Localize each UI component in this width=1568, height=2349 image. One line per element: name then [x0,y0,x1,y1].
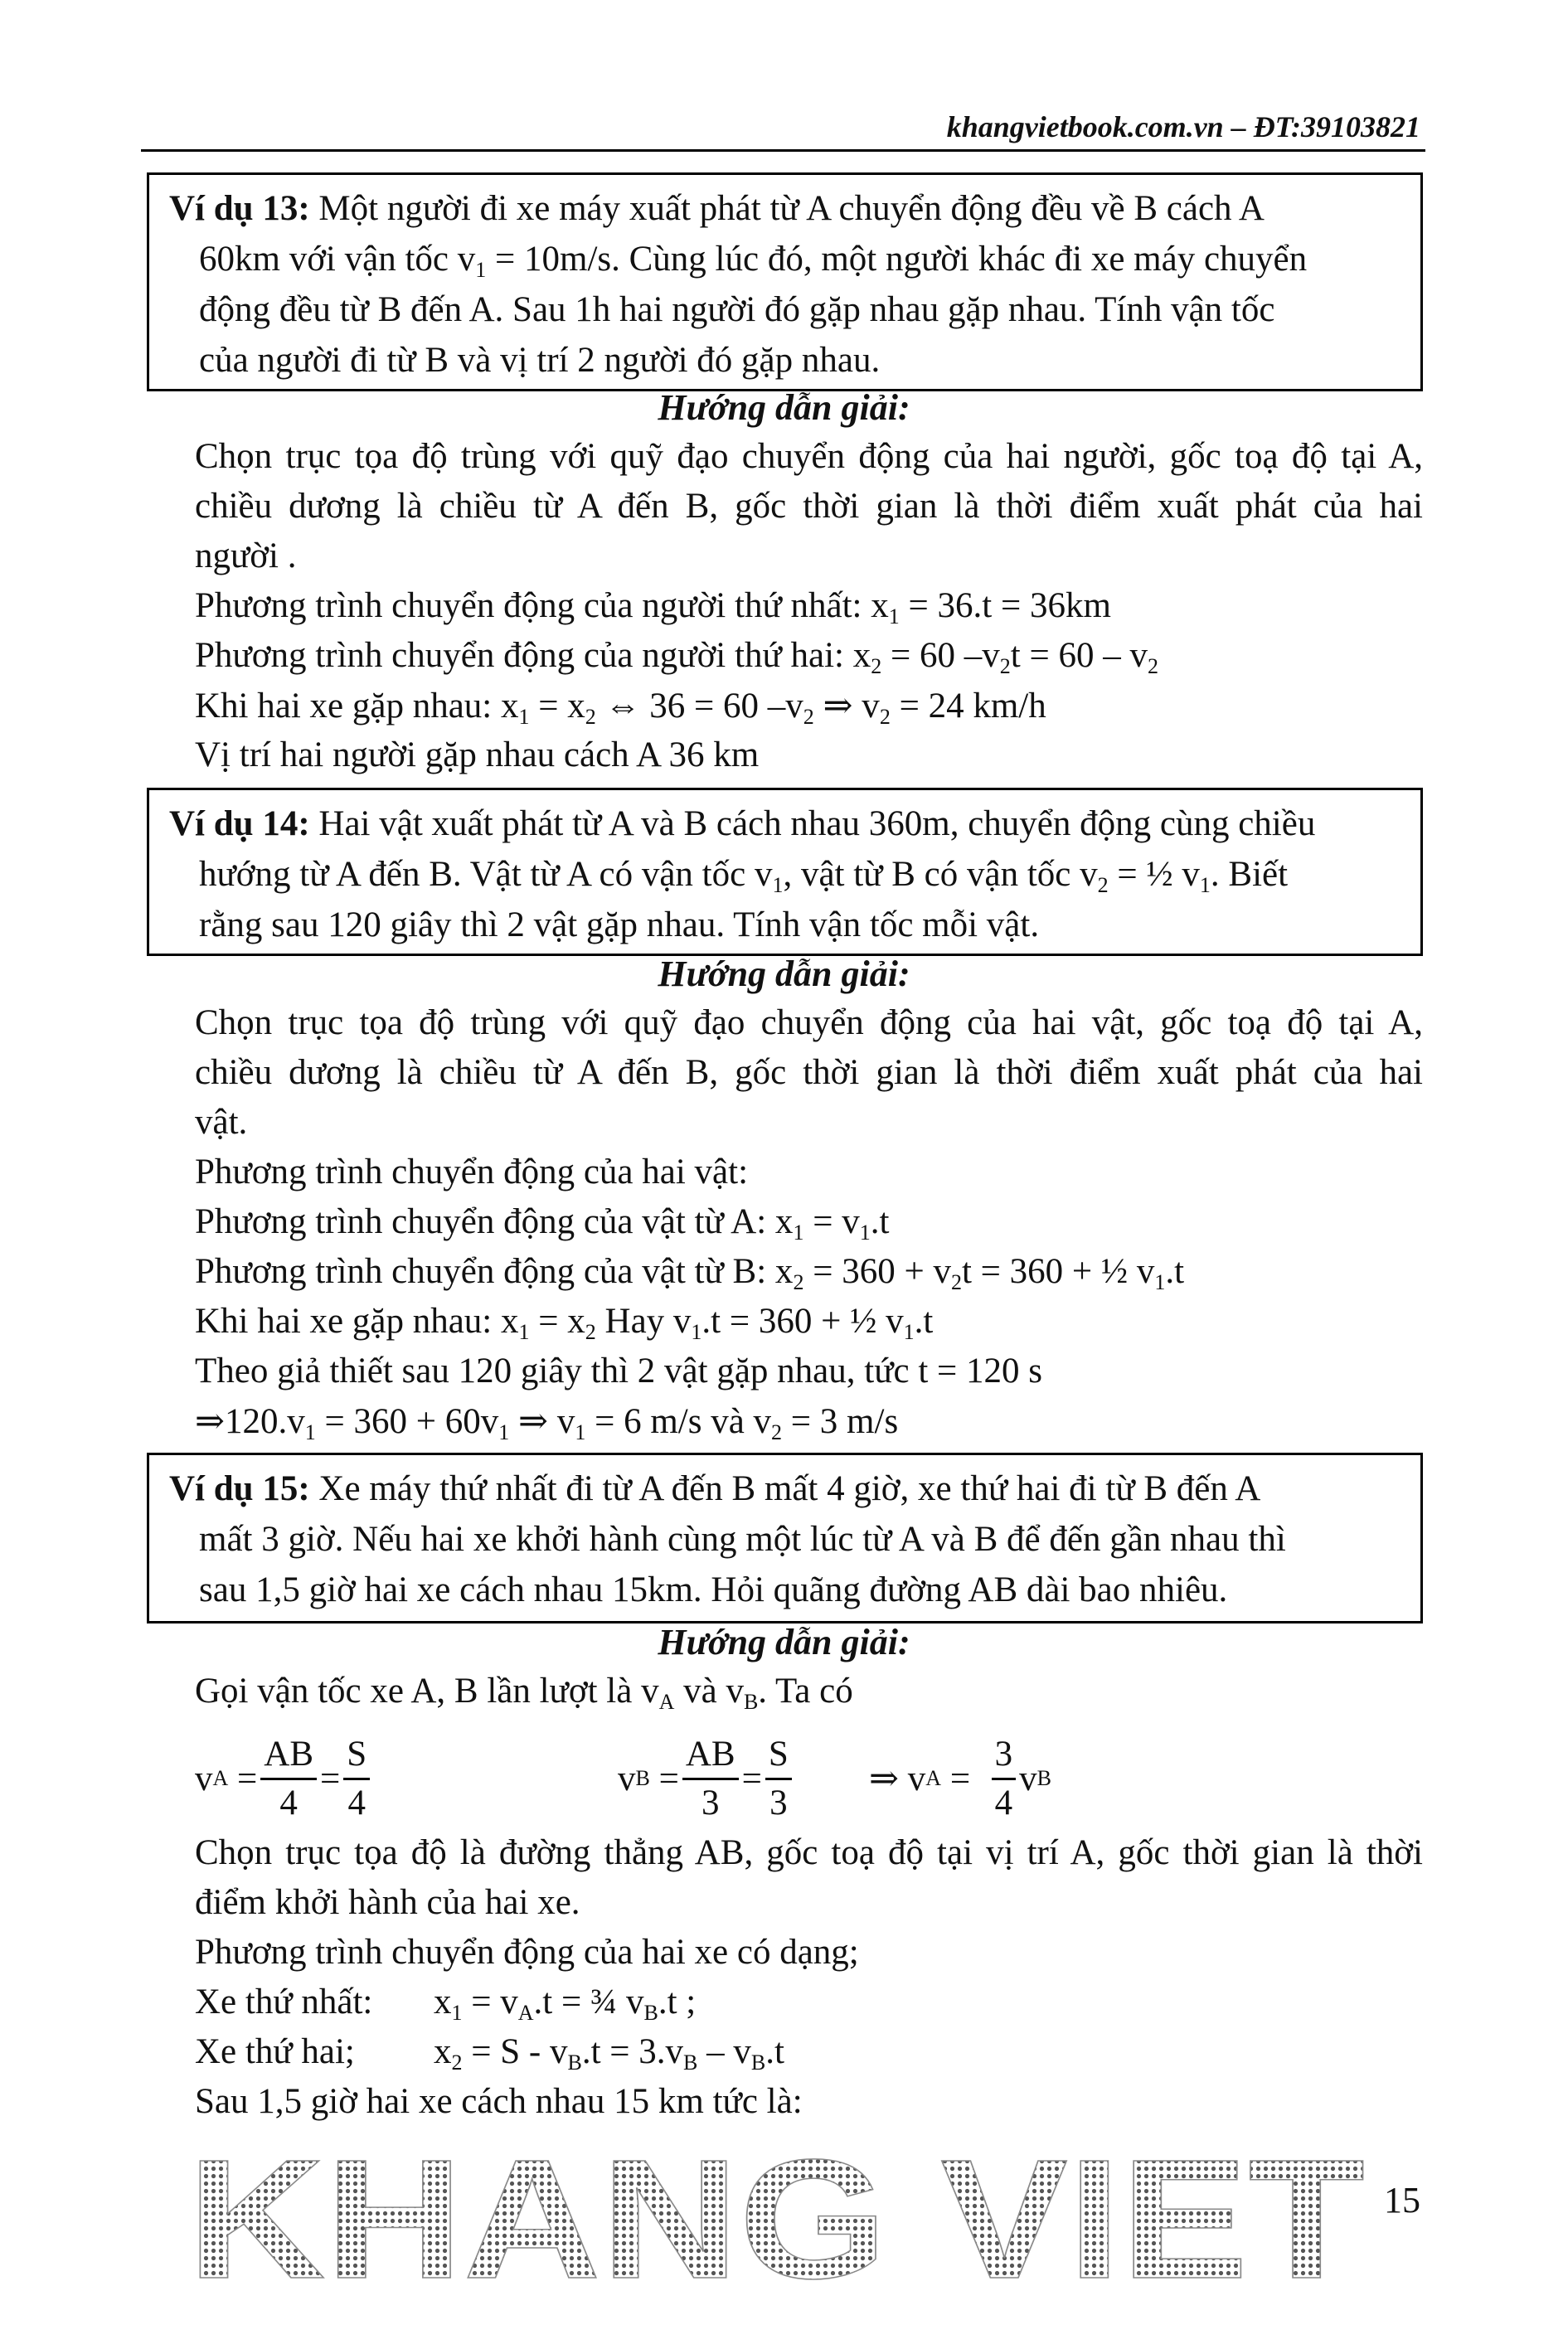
fraction: $\frac{AB}{3}$ [682,1731,739,1827]
fraction: $\frac{S}{3}$ [765,1731,792,1827]
solution-15-line: Phương trình chuyển động của hai xe có dạng; [195,1933,859,1972]
fraction: $\frac{AB}{4}$ [260,1731,317,1827]
formula-vb: v B = $\frac{AB}{3}$ = $\frac{S}{3}$ [618,1727,795,1830]
example-14-box: Ví dụ 14: Hai vật xuất phát từ A và B cách nhau 360m, chuyển động cùng chiều hướng từ A đến B. Vật từ A có vận tốc $v_1$, vật từ B có vận tốc $v_2$ = ½ $v_1$. Biết rằng sau 120 giây thì 2 vật gặp nhau. Tính vận tốc mỗi vật. [147,788,1423,956]
fraction: $\frac{3}{4}$ [992,1731,1017,1827]
fraction: $\frac{S}{4}$ [343,1731,370,1827]
formula-va: v A = $\frac{AB}{4}$ = $\frac{S}{4}$ [195,1727,373,1830]
guide-title-15: Hướng dẫn giải: [658,1622,910,1662]
solution-14-line: Phương trình chuyển động của vật từ A: $x_1 = v_1.t$ [195,1202,890,1245]
solution-13-line: Vị trí hai người gặp nhau cách A 36 km [195,735,760,774]
solution-14-line: Phương trình chuyển động của hai vật: [195,1153,749,1191]
solution-14-line: $\Rightarrow 120.v_1 = 360 + 60v_1$ ⇒ $v_1 = 6$ m/s và $v_2 = 3$ m/s [195,1402,899,1444]
solution-15-line: Xe thứ hai; $x_2 = S - v_B.t = 3.v_B - v_B.t$ [195,2032,784,2075]
solution-13-line: người . [195,536,297,575]
example-15-box: Ví dụ 15: Xe máy thứ nhất đi từ A đến B mất 4 giờ, xe thứ hai đi từ B đến A mất 3 giờ. Nếu hai xe khởi hành cùng một lúc từ A và B để đến gần nhau thì sau 1,5 giờ hai xe cách nhau 15km. Hỏi quãng đường AB dài bao nhiêu. [147,1453,1423,1623]
solution-14-line: chiều dương là chiều từ A đến B, gốc thời gian là thời điểm xuất phát của hai [195,1053,1423,1092]
example-13-box: Ví dụ 13: Một người đi xe máy xuất phát từ A chuyển động đều về B cách A 60km với vận tốc $v_1 = 10m/s$. Cùng lúc đó, một người khác đi xe máy chuyển động đều từ B đến A. Sau 1h hai người đó gặp nhau gặp nhau. Tính vận tốc của người đi từ B và vị trí 2 người đó gặp nhau. [147,172,1423,391]
solution-15-line: điểm khởi hành của hai xe. [195,1883,580,1922]
solution-13-line: Phương trình chuyển động của người thứ hai: $x_2 = 60$ $-v_2t = 60 - v_2$ [195,636,1158,678]
svg-text:KHANG VIET: KHANG VIET [187,2135,1365,2293]
solution-14-line: Theo giả thiết sau 120 giây thì 2 vật gặp nhau, tức t = 120 s [195,1352,1043,1390]
solution-15-line: Chọn trục tọa độ là đường thẳng AB, gốc toạ độ tại vị trí A, gốc thời gian là thời [195,1833,1423,1872]
solution-14-line: vật. [195,1103,248,1142]
solution-15-line: Xe thứ nhất: $x_1 = v_A.t$ = ¾ $v_B.t$ ; [195,1983,697,2025]
solution-13-line: Chọn trục tọa độ trùng với quỹ đạo chuyển động của hai người, gốc toạ độ tại A, [195,437,1423,476]
header-site: khangvietbook.com.vn – ĐT:39103821 [946,110,1420,143]
solution-13-line: Khi hai xe gặp nhau: $x_1 = x_2$ ⇔ 36 = 60 $-v_2$ ⇒ $v_2 = 24$ km/h [195,687,1046,729]
guide-title-14: Hướng dẫn giải: [658,954,910,994]
example-13-label: Ví dụ 13: [169,189,310,228]
solution-15-line: Gọi vận tốc xe A, B lần lượt là $v_A$ và $v_B$. Ta có [195,1672,853,1714]
solution-14-line: Khi hai xe gặp nhau: $x_1 = x_2$ Hay $v_1.t = 360$ + ½ $v_1.t$ [195,1302,934,1344]
page-number: 15 [1384,2180,1420,2220]
solution-14-line: Phương trình chuyển động của vật từ B: $x_2 = 360 + v_2t = 360$ + ½ $v_1.t$ [195,1252,1185,1294]
header-rule [141,149,1425,152]
solution-14-line: Chọn trục tọa độ trùng với quỹ đạo chuyển động của hai vật, gốc toạ độ tại A, [195,1003,1423,1042]
guide-title-13: Hướng dẫn giải: [658,387,910,428]
solution-13-line: Phương trình chuyển động của người thứ nhất: $x_1 = 36.t = 36km$ [195,586,1111,629]
khang-viet-watermark [187,2135,1381,2293]
solution-13-line: chiều dương là chiều từ A đến B, gốc thời gian là thời điểm xuất phát của hai [195,487,1423,526]
solution-15-line: Sau 1,5 giờ hai xe cách nhau 15 km tức là: [195,2082,803,2121]
example-15-label: Ví dụ 15: [169,1469,310,1508]
example-14-label: Ví dụ 14: [169,804,310,843]
formula-va-vb: ⇒ v A = $\frac{3}{4}$ v B [869,1727,1051,1830]
